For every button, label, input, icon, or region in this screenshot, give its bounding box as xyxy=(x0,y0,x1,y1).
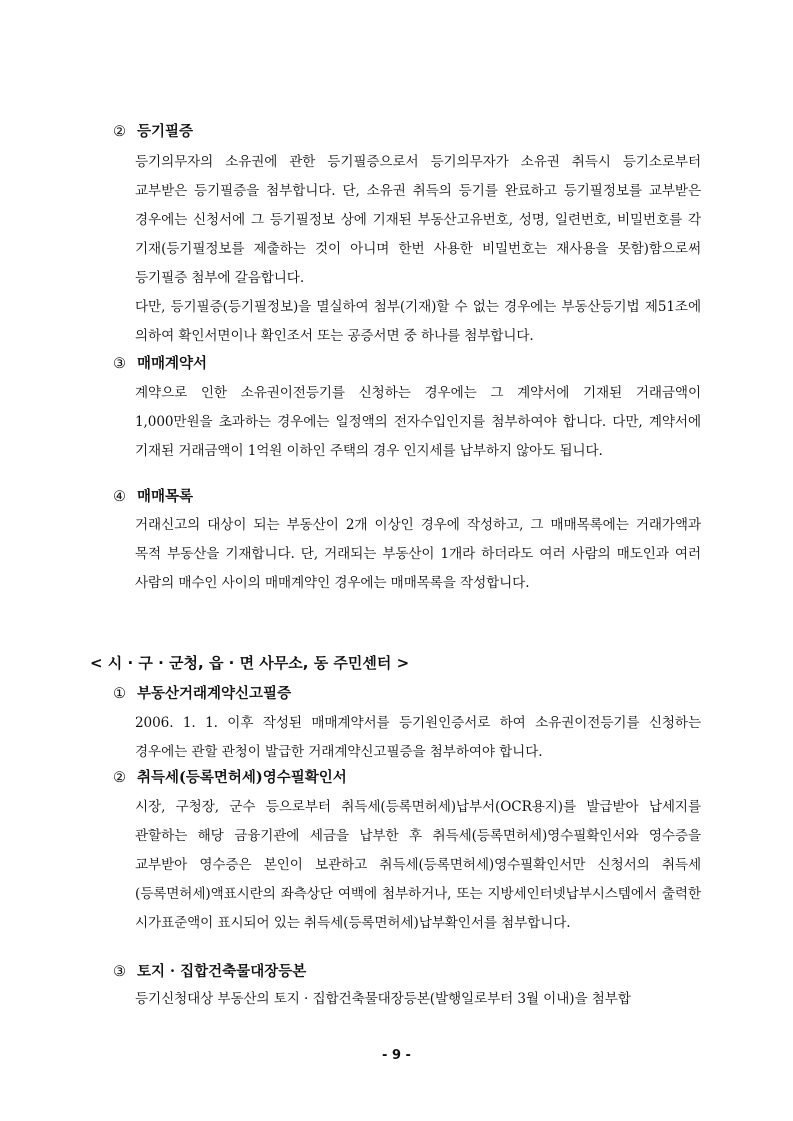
item-heading-acquisition-tax-receipt xyxy=(113,767,347,789)
paragraph-sales-contract: 계약으로 인한 소유권이전등기를 신청하는 경우에는 그 계약서에 기재된 거래금액이 1,000만원을 초과하는 경우에는 일정액의 전자수입인지를 첨부하여야 합니다. 다만, 계약서에 기재된 거래금액이 1억원 이하인 주택의 경우 인지세를 납부하지 않아도 됩니다. xyxy=(135,385,701,459)
item-number: ① xyxy=(113,686,126,702)
item-title: 매매목록 xyxy=(137,488,194,505)
item-title: 취득세(등록면허세)영수필확인서 xyxy=(137,769,347,786)
item-heading-sales-contract xyxy=(113,353,207,375)
page-number: - 9 - xyxy=(382,1048,411,1063)
paragraph-acquisition-tax-receipt: 시장, 구청장, 군수 등으로부터 취득세(등록면허세)납부서(OCR용지)를 발급받아 납세지를 관할하는 해당 금융기관에 세금을 납부한 후 취득세(등록면허세)영수필확인서와 영수증을 교부받아 영수증은 본인이 보관하고 취득세(등록면허세)영수필확인서만 신청서의 취득세(등록면허세)액표시란의 좌측상단 여백에 첨부하거나, 또는 지방세인터넷납부시스템에서 출력한 시가표준액이 표시되어 있는 취득세(등록면허세)납부확인서를 첨부합니다. xyxy=(135,799,701,931)
item-title: 토지 · 집합건축물대장등본 xyxy=(137,963,307,980)
item-title: 부동산거래계약신고필증 xyxy=(137,685,292,702)
item-title: 매매계약서 xyxy=(137,355,208,372)
paragraph-registration-certificate-lost: 다만, 등기필증(등기필정보)을 멸실하여 첨부(기재)할 수 없는 경우에는 부동산등기법 제51조에 의하여 확인서면이나 확인조서 또는 공증서면 중 하나를 첨부합니다. xyxy=(135,299,701,344)
item-number: ④ xyxy=(113,489,126,505)
section-heading-local-offices: < 시 · 구 · 군청, 읍 · 면 사무소, 동 주민센터 > xyxy=(90,654,410,672)
paragraph-transaction-report: 2006. 1. 1. 이후 작성된 매매계약서를 등기원인증서로 하여 소유권이전등기를 신청하는 경우에는 관할 관청이 발급한 거래계약신고필증을 첨부하여야 합니다. xyxy=(135,715,701,760)
item-number: ③ xyxy=(113,964,126,980)
item-number: ② xyxy=(113,124,126,140)
item-heading-registration-certificate xyxy=(113,121,193,143)
item-number: ② xyxy=(113,770,126,786)
paragraph-land-building-register: 등기신청대상 부동산의 토지 · 집합건축물대장등본(발행일로부터 3월 이내)을 첨부합 xyxy=(135,991,631,1007)
item-number: ③ xyxy=(113,356,126,372)
item-heading-land-building-register xyxy=(113,961,306,983)
item-heading-transaction-report xyxy=(113,683,291,705)
item-heading-sales-list xyxy=(113,486,193,508)
paragraph-registration-certificate: 등기의무자의 소유권에 관한 등기필증으로서 등기의무자가 소유권 취득시 등기소로부터 교부받은 등기필증을 첨부합니다. 단, 소유권 취득의 등기를 완료하고 등기필정보를 교부받은 경우에는 신청서에 그 등기필정보 상에 기재된 부동산고유번호, 성명, 일련번호, 비밀번호를 각 기재(등기필정보를 제출하는 것이 아니며 한번 사용한 비밀번호는 재사용을 못함)함으로써 등기필증 첨부에 갈음합니다. xyxy=(135,154,701,286)
paragraph-sales-list: 거래신고의 대상이 되는 부동산이 2개 이상인 경우에 작성하고, 그 매매목록에는 거래가액과 목적 부동산을 기재합니다. 단, 거래되는 부동산이 1개라 하더라도 여러 사람의 매도인과 여러 사람의 매수인 사이의 매매계약인 경우에는 매매목록을 작성합니다. xyxy=(135,517,701,591)
item-title: 등기필증 xyxy=(137,123,194,140)
